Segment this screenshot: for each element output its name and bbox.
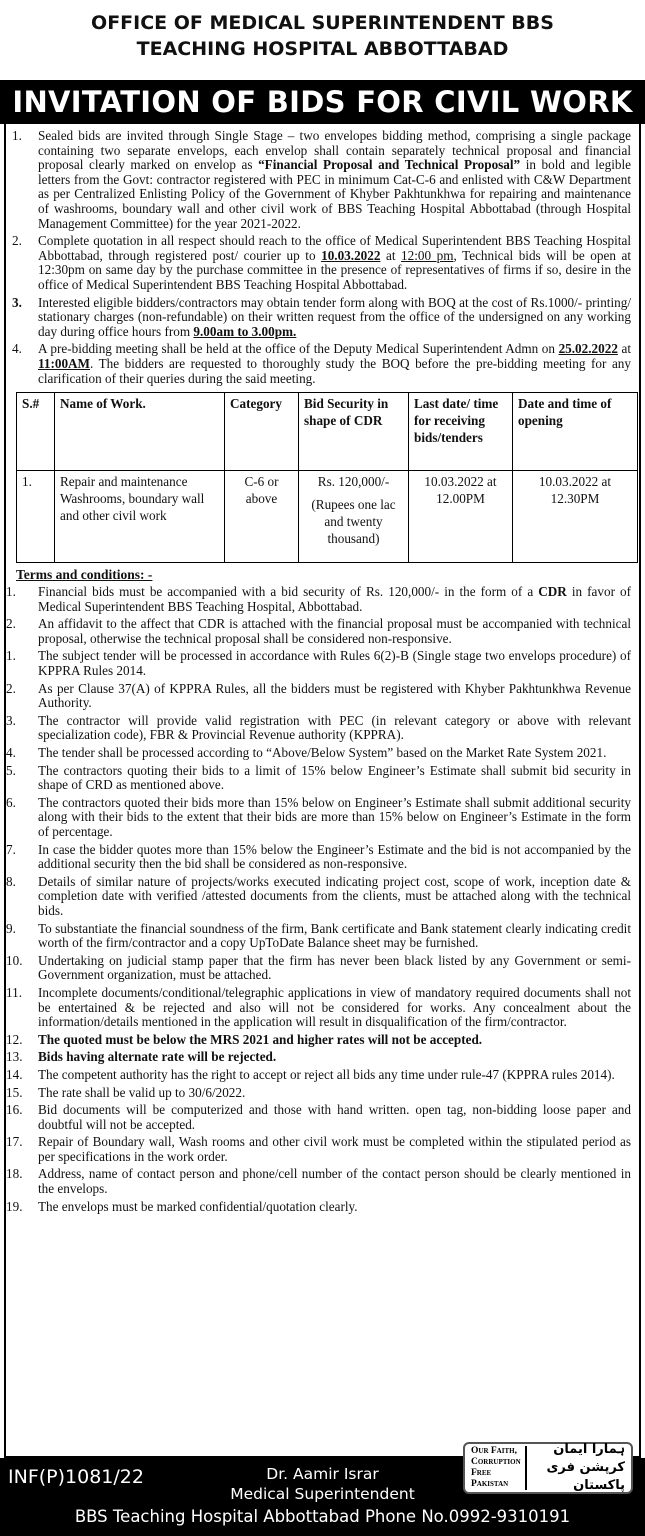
item-number: 8. — [6, 873, 16, 889]
list-item — [6, 986, 631, 1030]
text-segment: In case the bidder quotes more than 15% below the Engineer’s Estimate and the bid is not accompanied by the additional security then the bid shall be considered as non-responsive. — [38, 841, 631, 872]
item-number: 11. — [6, 984, 22, 1000]
item-text — [38, 986, 631, 1030]
hospital-address: BBS Teaching Hospital Abbottabad Phone No.0992-9310191 — [74, 1507, 571, 1526]
list-item — [6, 585, 631, 614]
text-segment: 12:00 pm — [401, 247, 454, 263]
list-item — [6, 922, 631, 951]
item-text — [38, 1103, 631, 1132]
item-text — [38, 1200, 631, 1215]
item-number: 19. — [6, 1198, 23, 1214]
item-number: 9. — [6, 920, 16, 936]
table-row — [17, 471, 638, 563]
text-segment: CDR — [538, 584, 567, 600]
item-number: 2. — [6, 616, 16, 632]
office-name-line1: OFFICE OF MEDICAL SUPERINTENDENT BBS — [91, 12, 554, 34]
item-text — [38, 617, 631, 646]
list-item — [6, 129, 631, 231]
list-item — [6, 1033, 631, 1048]
security-amount: Rs. 120,000/- — [317, 474, 390, 490]
list-item — [6, 342, 631, 386]
list-item — [6, 1103, 631, 1132]
item-text — [38, 746, 631, 761]
works-table — [16, 392, 638, 563]
item-number: 16. — [6, 1102, 23, 1118]
item-text — [38, 714, 631, 743]
item-text — [38, 1068, 631, 1083]
item-number: 3. — [12, 294, 22, 310]
item-number: 1. — [12, 128, 22, 143]
item-number: 7. — [6, 841, 16, 857]
text-segment: The tender shall be processed according to “Above/Below System” based on the Market Rate System 2021. — [38, 745, 607, 761]
intro-list — [6, 129, 631, 386]
col-last-date: Last date/ time for receiving bids/tenders — [409, 393, 513, 471]
signatory-designation: Medical Superintendent — [230, 1485, 415, 1503]
item-text — [38, 875, 631, 919]
list-item — [6, 1167, 631, 1196]
text-segment: Details of similar nature of projects/works executed indicating project cost, scope of work, inception date & completion date with verified /attested documents from the clients, must be attached along with the technical bids. — [38, 873, 631, 918]
col-opening: Date and time of opening — [513, 393, 638, 471]
text-segment: The contractors quoting their bids to a limit of 15% below Engineer’s Estimate shall submit bid security in shape of CRD as mentioned above. — [38, 762, 631, 793]
item-number: 17. — [6, 1134, 23, 1150]
text-segment: The competent authority has the right to accept or reject all bids any time under rule-47 (KPPRA rules 2014). — [38, 1066, 615, 1082]
table-header-row — [17, 393, 638, 471]
col-security: Bid Security in shape of CDR — [299, 393, 409, 471]
text-segment: in bold and legible letters from the Govt: contractor registered with PEC in minimum Cat-C-6 and enlisted with C&W Department as per Centralized Enlisting Policy of the Government of Khyber Pakhtunkhwa for repairing and maintenance of washrooms, boundary wall and other civil work of BBS Teaching Hospital Abbottabad (through Hospital Management Committee) for the year 2021-2022. — [38, 157, 631, 231]
item-number: 10. — [6, 952, 23, 968]
text-segment: Financial bids must be accompanied with a bid security of Rs. 120,000/- in the form of a — [38, 584, 539, 600]
text-segment: The quoted must be below the MRS 2021 and higher rates will not be accepted. — [38, 1031, 483, 1047]
list-item — [6, 1135, 631, 1164]
item-text — [38, 1086, 631, 1101]
cell-security — [299, 471, 409, 563]
security-words: (Rupees one lac and twenty thousand) — [311, 497, 396, 547]
text-segment: A pre-bidding meeting shall be held at the office of the Deputy Medical Superintendent Admn on — [38, 341, 559, 357]
list-item — [6, 1050, 631, 1065]
cell-opening: 10.03.2022 at 12.30PM — [513, 471, 638, 563]
footer — [0, 1442, 645, 1536]
text-segment: 11:00AM — [38, 355, 91, 371]
list-item — [6, 649, 631, 678]
item-number: 4. — [12, 341, 22, 357]
text-segment: . The bidders are requested to thoroughly study the BOQ before the pre-bidding meeting for any clarification of their queries during the said meeting. — [38, 355, 631, 386]
item-text — [38, 1135, 631, 1164]
item-text — [38, 1033, 631, 1048]
signatory-name: Dr. Aamir Israr — [266, 1465, 379, 1483]
text-segment: The contractor will provide valid registration with PEC (in relevant category or above with relevant specialization code), FBR & Provincial Revenue authority (KPPRA). — [38, 712, 631, 743]
col-category: Category — [225, 393, 299, 471]
text-segment: Interested eligible bidders/contractors may obtain tender form along with BOQ at the cost of Rs.1000/- printing/ stationary charges (non-refundable) on their written request from the office of the undersigned on any working day during office hours from — [38, 294, 631, 339]
text-segment: To substantiate the financial soundness of the firm, Bank certificate and Bank statement clearly indicating credit worth of the firm/contractor and a copy UpToDate Balance sheet may be furnished. — [38, 920, 631, 951]
text-segment: in favor of Medical Superintendent BBS Teaching Hospital, Abbottabad. — [38, 584, 631, 614]
list-item — [6, 714, 631, 743]
item-text — [38, 342, 631, 386]
item-number: 18. — [6, 1166, 23, 1182]
item-text — [38, 1167, 631, 1196]
item-number: 1. — [6, 648, 16, 664]
item-text — [38, 954, 631, 983]
office-name-line2: TEACHING HOSPITAL ABBOTTABAD — [136, 38, 509, 60]
text-segment: Complete quotation in all respect should reach to the office of Medical Superintendent BBS Teaching Hospital Abbottabad, through registered post/ courier up to — [38, 233, 631, 263]
terms-list — [6, 585, 631, 1214]
text-segment: Bid documents will be computerized and those with hand written. open tag, non-bidding loose paper and doubtful will not be accepted. — [38, 1102, 631, 1132]
text-segment: Sealed bids are invited through Single Stage – two envelopes bidding method, comprising a single package containing two separate envelops, each envelop shall contain separately technical proposal and financial proposal clearly marked on envelop as — [38, 128, 631, 173]
text-segment: The envelops must be marked confidential/quotation clearly. — [38, 1198, 358, 1214]
list-item — [6, 1086, 631, 1101]
logo-english-text — [471, 1446, 527, 1490]
text-segment: Repair of Boundary wall, Wash rooms and other civil work must be completed within the stipulated period as per specifications in the work order. — [38, 1134, 631, 1164]
office-header — [0, 0, 645, 80]
item-number: 6. — [6, 794, 16, 810]
item-number: 4. — [6, 745, 16, 761]
item-text — [38, 649, 631, 678]
text-segment: at — [380, 247, 402, 263]
col-sn: S.# — [17, 393, 55, 471]
notice-title: INVITATION OF BIDS FOR CIVIL WORK — [0, 80, 645, 124]
item-text — [38, 585, 631, 614]
list-item — [6, 1200, 631, 1215]
item-text — [38, 764, 631, 793]
text-segment: 25.02.2022 — [558, 341, 618, 357]
col-name: Name of Work. — [55, 393, 225, 471]
item-number: 3. — [6, 712, 16, 728]
list-item — [6, 746, 631, 761]
corruption-free-pakistan-logo — [463, 1442, 633, 1494]
item-number: 14. — [6, 1066, 23, 1082]
item-text — [38, 796, 631, 840]
text-segment: As per Clause 37(A) of KPPRA Rules, all the bidders must be registered with Khyber Pakhtunkhwa Revenue Authority. — [38, 680, 631, 711]
item-text — [38, 296, 631, 340]
text-segment: An affidavit to the affect that CDR is attached with the financial proposal must be accompanied with technical proposal, otherwise the technical proposal shall be considered non-responsive. — [38, 616, 631, 646]
text-segment: , Technical bids will be open at 12:30pm on same day by the purchase committee in the presence of representatives of firms if so, desire in the office of Medical Superintendent BBS Teaching Hospital Abbottabad. — [38, 247, 631, 292]
logo-urdu-text — [527, 1441, 625, 1495]
item-text — [38, 1050, 631, 1065]
list-item — [6, 296, 631, 340]
item-number: 2. — [12, 233, 22, 249]
text-segment: “Financial Proposal and Technical Proposal” — [258, 157, 521, 173]
cell-category: C-6 or above — [225, 471, 299, 563]
list-item — [6, 1068, 631, 1083]
list-item — [6, 954, 631, 983]
logo-en-1: Our Faith, — [471, 1446, 517, 1456]
list-item — [6, 234, 631, 292]
text-segment: 9.00am to 3.00pm. — [193, 323, 297, 339]
text-segment: Incomplete documents/conditional/telegraphic applications in view of mandatory required documents shall not be entertained & be rejected and also will not be considered for works. Any concealment about the information/details mentioned in the application will result in disqualification of the firm/contractor. — [38, 984, 631, 1030]
text-segment: 10.03.2022 — [321, 247, 381, 263]
item-text — [38, 682, 631, 711]
item-number: 1. — [6, 584, 16, 600]
item-number: 13. — [6, 1049, 23, 1065]
notice-body — [4, 124, 641, 1458]
item-number: 5. — [6, 762, 16, 778]
list-item — [6, 764, 631, 793]
terms-heading: Terms and conditions: - — [16, 567, 153, 583]
list-item — [6, 796, 631, 840]
item-number: 12. — [6, 1031, 23, 1047]
text-segment: at — [617, 341, 631, 357]
logo-en-2: Corruption — [471, 1457, 521, 1467]
text-segment: The contractors quoted their bids more than 15% below on Engineer’s Estimate shall submit additional security along with their bids to the extent that their bids are more than 15% below on Engineer’s Estimate in the form of percentage. — [38, 794, 631, 839]
cell-last-date: 10.03.2022 at 12.00PM — [409, 471, 513, 563]
list-item — [6, 682, 631, 711]
list-item — [6, 875, 631, 919]
item-number: 15. — [6, 1084, 23, 1100]
logo-en-3: Free Pakistan — [471, 1468, 509, 1489]
logo-ur-1: ہمارا ایمان — [553, 1442, 625, 1457]
text-segment: Address, name of contact person and phone/cell number of the contact person should be clearly mentioned in the envelops. — [38, 1166, 631, 1197]
reference-number: INF(P)1081/22 — [8, 1466, 144, 1488]
logo-ur-2: کرپشن فری پاکستان — [546, 1460, 625, 1493]
item-text — [38, 234, 631, 292]
cell-name: Repair and maintenance Washrooms, boundary wall and other civil work — [55, 471, 225, 563]
item-text — [38, 843, 631, 872]
list-item — [6, 843, 631, 872]
text-segment: The rate shall be valid up to 30/6/2022. — [38, 1084, 246, 1100]
cell-sn: 1. — [17, 471, 55, 563]
item-text — [38, 922, 631, 951]
item-number: 2. — [6, 680, 16, 696]
item-text — [38, 129, 631, 231]
text-segment: Undertaking on judicial stamp paper that the firm has never been black listed by any Government or semi-Government organization, must be attached. — [38, 952, 631, 983]
list-item — [6, 617, 631, 646]
text-segment: The subject tender will be processed in accordance with Rules 6(2)-B (Single stage two envelops procedure) of KPPRA Rules 2014. — [38, 648, 631, 679]
text-segment: Bids having alternate rate will be rejected. — [38, 1049, 277, 1065]
